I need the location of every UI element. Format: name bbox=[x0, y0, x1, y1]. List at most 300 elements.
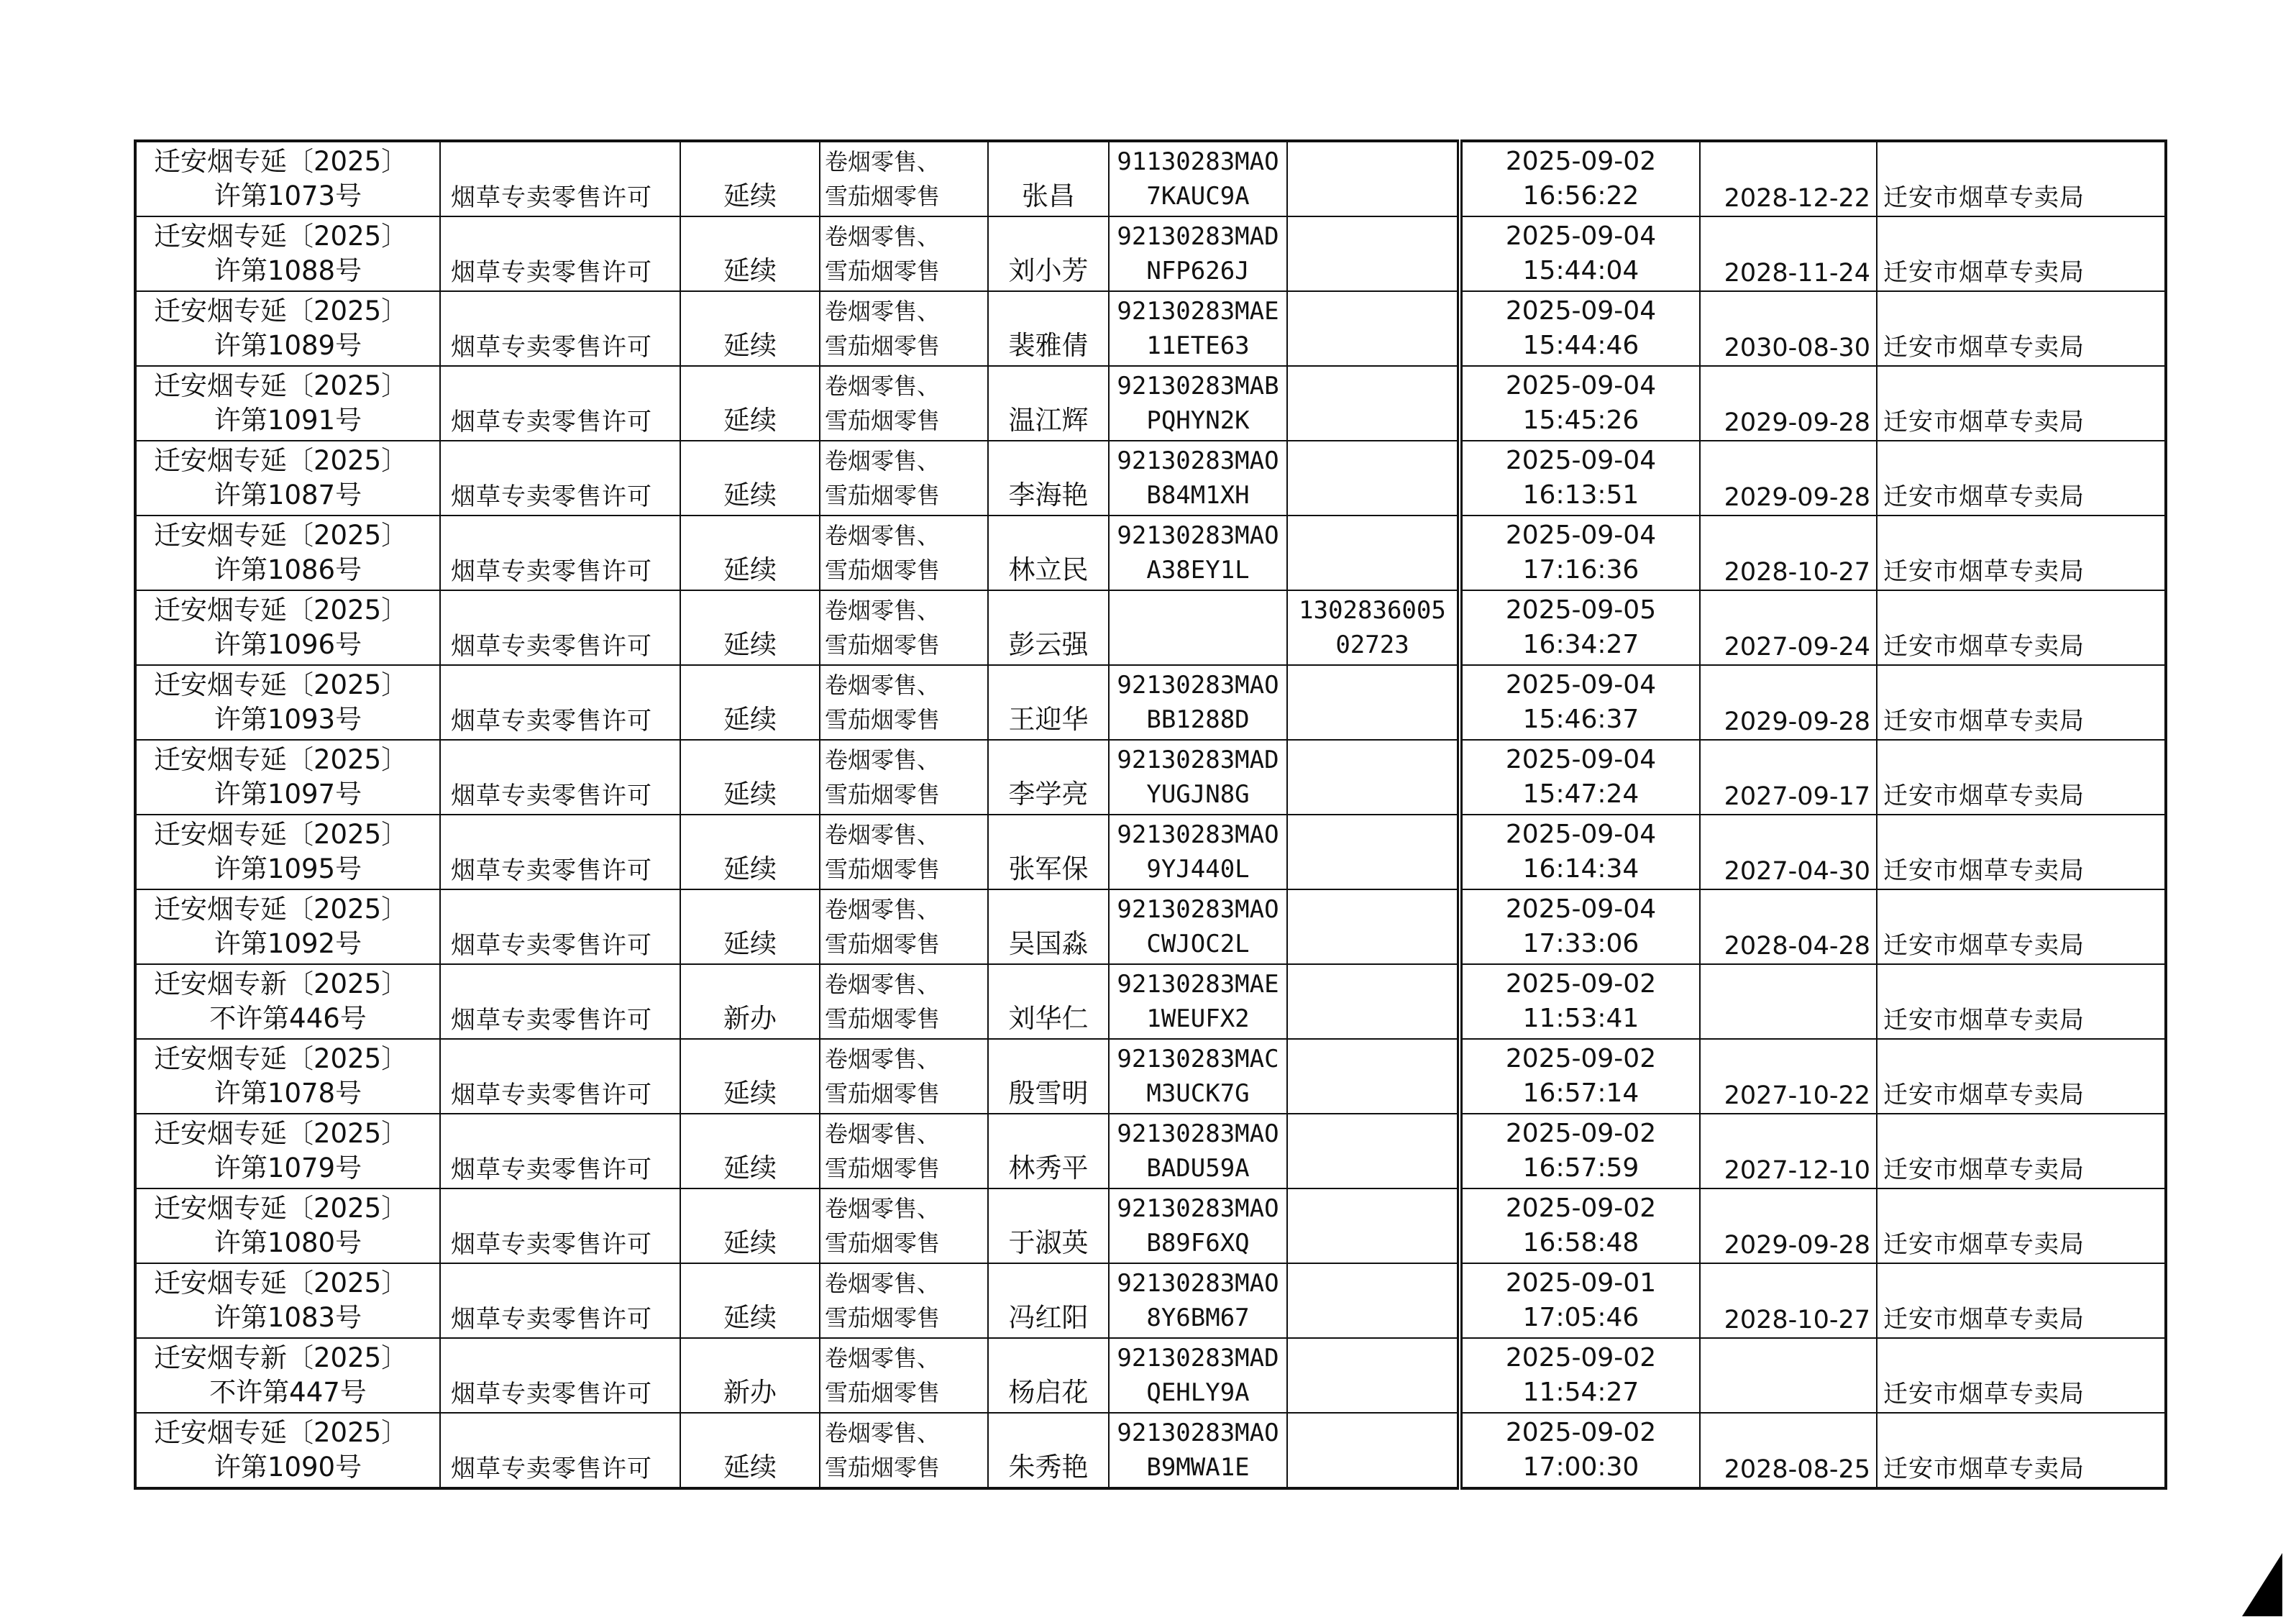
table-row bbox=[135, 291, 2166, 366]
credit-code-cell bbox=[1109, 889, 1287, 964]
decision-date: 2025-09-02 bbox=[1505, 1119, 1657, 1148]
license-number-suffix: 许第1078号 bbox=[214, 1078, 362, 1109]
license-number-suffix: 许第1079号 bbox=[214, 1153, 362, 1183]
license-item-cell: 烟草专卖零售许可 bbox=[440, 441, 680, 516]
business-scope-line-1: 卷烟零售、 bbox=[825, 223, 941, 250]
table-row bbox=[135, 1413, 2166, 1488]
issuing-authority-cell: 迁安市烟草专卖局 bbox=[1877, 665, 2166, 740]
holder-name-cell: 张昌 bbox=[988, 141, 1109, 216]
license-item-cell: 烟草专卖零售许可 bbox=[440, 964, 680, 1039]
credit-code-line-2: 11ETE63 bbox=[1146, 331, 1250, 360]
credit-code-line-2: QEHLY9A bbox=[1146, 1378, 1250, 1407]
decision-date-cell bbox=[1460, 1188, 1700, 1263]
credit-code-cell bbox=[1109, 1039, 1287, 1114]
license-number-prefix: 迁安烟专延〔2025〕 bbox=[154, 595, 408, 626]
decision-date: 2025-09-04 bbox=[1505, 521, 1657, 550]
license-number-cell bbox=[135, 1114, 440, 1188]
id-code-cell bbox=[1287, 1188, 1460, 1263]
license-number-cell bbox=[135, 590, 440, 665]
issuing-authority-cell: 迁安市烟草专卖局 bbox=[1877, 291, 2166, 366]
license-type-cell: 延续 bbox=[680, 815, 820, 889]
license-number-cell bbox=[135, 1413, 440, 1488]
id-code-line-1: 1302836005 bbox=[1299, 596, 1446, 625]
holder-name-cell: 张军保 bbox=[988, 815, 1109, 889]
license-number-suffix: 许第1087号 bbox=[214, 480, 362, 510]
business-scope-line-1: 卷烟零售、 bbox=[825, 971, 941, 998]
license-type-cell: 延续 bbox=[680, 1188, 820, 1263]
license-number-prefix: 迁安烟专延〔2025〕 bbox=[154, 894, 408, 925]
business-scope-line-1: 卷烟零售、 bbox=[825, 298, 941, 325]
decision-time: 17:33:06 bbox=[1522, 929, 1639, 958]
license-item-cell: 烟草专卖零售许可 bbox=[440, 590, 680, 665]
license-number-suffix: 许第1073号 bbox=[214, 180, 362, 211]
license-item-cell: 烟草专卖零售许可 bbox=[440, 1338, 680, 1413]
holder-name-cell: 林立民 bbox=[988, 516, 1109, 590]
credit-code-cell bbox=[1109, 740, 1287, 815]
decision-time: 16:13:51 bbox=[1522, 480, 1639, 510]
license-number-suffix: 不许第446号 bbox=[209, 1003, 367, 1034]
expiry-date-cell: 2028-12-22 bbox=[1700, 141, 1877, 216]
license-type-cell: 延续 bbox=[680, 516, 820, 590]
decision-date: 2025-09-04 bbox=[1505, 820, 1657, 849]
decision-time: 17:16:36 bbox=[1522, 555, 1639, 585]
license-number-prefix: 迁安烟专延〔2025〕 bbox=[154, 669, 408, 700]
license-number-cell bbox=[135, 291, 440, 366]
holder-name-cell: 李海艳 bbox=[988, 441, 1109, 516]
holder-name-cell: 李学亮 bbox=[988, 740, 1109, 815]
business-scope-cell bbox=[820, 590, 988, 665]
credit-code-cell bbox=[1109, 1338, 1287, 1413]
holder-name-cell: 刘华仁 bbox=[988, 964, 1109, 1039]
decision-date-cell bbox=[1460, 141, 1700, 216]
credit-code-line-2: A38EY1L bbox=[1146, 556, 1250, 585]
id-code-cell bbox=[1287, 1114, 1460, 1188]
decision-date-cell bbox=[1460, 740, 1700, 815]
credit-code-line-1: 92130283MAD bbox=[1117, 746, 1279, 774]
business-scope-line-1: 卷烟零售、 bbox=[825, 597, 941, 624]
decision-time: 16:34:27 bbox=[1522, 630, 1639, 659]
id-code-cell bbox=[1287, 1413, 1460, 1488]
credit-code-cell bbox=[1109, 665, 1287, 740]
business-scope-cell bbox=[820, 1188, 988, 1263]
business-scope-line-1: 卷烟零售、 bbox=[825, 522, 941, 549]
business-scope-cell bbox=[820, 516, 988, 590]
expiry-date-cell: 2028-10-27 bbox=[1700, 1263, 1877, 1338]
decision-date-cell bbox=[1460, 1413, 1700, 1488]
license-number-prefix: 迁安烟专延〔2025〕 bbox=[154, 296, 408, 326]
business-scope-line-1: 卷烟零售、 bbox=[825, 1120, 941, 1148]
credit-code-cell bbox=[1109, 815, 1287, 889]
decision-time: 16:58:48 bbox=[1522, 1228, 1639, 1258]
decision-date: 2025-09-04 bbox=[1505, 745, 1657, 774]
expiry-date-cell: 2030-08-30 bbox=[1700, 291, 1877, 366]
credit-code-line-2: BB1288D bbox=[1146, 705, 1250, 734]
table-row bbox=[135, 815, 2166, 889]
license-number-prefix: 迁安烟专延〔2025〕 bbox=[154, 146, 408, 177]
expiry-date-cell: 2028-08-25 bbox=[1700, 1413, 1877, 1488]
business-scope-line-1: 卷烟零售、 bbox=[825, 447, 941, 475]
business-scope-line-1: 卷烟零售、 bbox=[825, 1270, 941, 1297]
credit-code-line-2: B89F6XQ bbox=[1146, 1229, 1250, 1258]
expiry-date-cell: 2028-04-28 bbox=[1700, 889, 1877, 964]
license-item-cell: 烟草专卖零售许可 bbox=[440, 366, 680, 441]
license-number-suffix: 许第1080号 bbox=[214, 1227, 362, 1258]
business-scope-cell bbox=[820, 291, 988, 366]
credit-code-line-2: B84M1XH bbox=[1146, 481, 1250, 510]
license-number-suffix: 许第1091号 bbox=[214, 405, 362, 436]
license-type-cell: 延续 bbox=[680, 889, 820, 964]
business-scope-line-1: 卷烟零售、 bbox=[825, 1195, 941, 1222]
decision-time: 16:57:59 bbox=[1522, 1153, 1639, 1183]
decision-time: 17:00:30 bbox=[1522, 1452, 1639, 1482]
issuing-authority-cell: 迁安市烟草专卖局 bbox=[1877, 516, 2166, 590]
decision-date: 2025-09-02 bbox=[1505, 147, 1657, 176]
issuing-authority-cell: 迁安市烟草专卖局 bbox=[1877, 964, 2166, 1039]
license-number-cell bbox=[135, 889, 440, 964]
id-code-cell bbox=[1287, 740, 1460, 815]
license-item-cell: 烟草专卖零售许可 bbox=[440, 291, 680, 366]
license-number-cell bbox=[135, 964, 440, 1039]
expiry-date-cell bbox=[1700, 1338, 1877, 1413]
decision-time: 11:54:27 bbox=[1522, 1378, 1639, 1407]
table-row bbox=[135, 964, 2166, 1039]
business-scope-line-2: 雪茄烟零售 bbox=[825, 781, 941, 808]
issuing-authority-cell: 迁安市烟草专卖局 bbox=[1877, 216, 2166, 291]
credit-code-line-2: 7KAUC9A bbox=[1146, 182, 1250, 211]
credit-code-line-1: 92130283MAD bbox=[1117, 222, 1279, 251]
credit-code-line-2: B9MWA1E bbox=[1146, 1453, 1250, 1482]
license-item-cell: 烟草专卖零售许可 bbox=[440, 815, 680, 889]
business-scope-line-2: 雪茄烟零售 bbox=[825, 1454, 941, 1481]
license-table bbox=[134, 139, 2167, 1490]
business-scope-line-1: 卷烟零售、 bbox=[825, 672, 941, 699]
issuing-authority-cell: 迁安市烟草专卖局 bbox=[1877, 815, 2166, 889]
holder-name-cell: 温江辉 bbox=[988, 366, 1109, 441]
table-row bbox=[135, 889, 2166, 964]
license-item-cell: 烟草专卖零售许可 bbox=[440, 216, 680, 291]
credit-code-line-2: NFP626J bbox=[1146, 257, 1250, 285]
holder-name-cell: 朱秀艳 bbox=[988, 1413, 1109, 1488]
business-scope-line-2: 雪茄烟零售 bbox=[825, 930, 941, 958]
license-number-cell bbox=[135, 441, 440, 516]
credit-code-line-1: 92130283MAO bbox=[1117, 1119, 1279, 1148]
decision-date: 2025-09-02 bbox=[1505, 1194, 1657, 1223]
business-scope-cell bbox=[820, 665, 988, 740]
issuing-authority-cell: 迁安市烟草专卖局 bbox=[1877, 1188, 2166, 1263]
holder-name-cell: 林秀平 bbox=[988, 1114, 1109, 1188]
credit-code-cell bbox=[1109, 1263, 1287, 1338]
holder-name-cell: 彭云强 bbox=[988, 590, 1109, 665]
license-type-cell: 延续 bbox=[680, 291, 820, 366]
business-scope-line-1: 卷烟零售、 bbox=[825, 821, 941, 848]
credit-code-line-1: 92130283MAO bbox=[1117, 820, 1279, 849]
decision-date: 2025-09-02 bbox=[1505, 1044, 1657, 1073]
decision-date: 2025-09-05 bbox=[1505, 595, 1657, 625]
holder-name-cell: 殷雪明 bbox=[988, 1039, 1109, 1114]
license-number-prefix: 迁安烟专新〔2025〕 bbox=[154, 968, 408, 999]
decision-time: 15:46:37 bbox=[1522, 705, 1639, 734]
credit-code-line-1: 92130283MAO bbox=[1117, 1269, 1279, 1298]
license-number-cell bbox=[135, 366, 440, 441]
expiry-date-cell: 2029-09-28 bbox=[1700, 665, 1877, 740]
holder-name-cell: 于淑英 bbox=[988, 1188, 1109, 1263]
license-number-cell bbox=[135, 1263, 440, 1338]
table-row bbox=[135, 590, 2166, 665]
credit-code-line-2: 9YJ440L bbox=[1146, 855, 1250, 884]
business-scope-line-2: 雪茄烟零售 bbox=[825, 1080, 941, 1107]
license-item-cell: 烟草专卖零售许可 bbox=[440, 1114, 680, 1188]
decision-date-cell bbox=[1460, 1338, 1700, 1413]
table-row bbox=[135, 1263, 2166, 1338]
decision-time: 17:05:46 bbox=[1522, 1303, 1639, 1332]
decision-time: 15:44:04 bbox=[1522, 256, 1639, 285]
license-number-suffix: 不许第447号 bbox=[209, 1377, 367, 1408]
id-code-cell bbox=[1287, 291, 1460, 366]
business-scope-cell bbox=[820, 1114, 988, 1188]
table-row bbox=[135, 366, 2166, 441]
issuing-authority-cell: 迁安市烟草专卖局 bbox=[1877, 141, 2166, 216]
decision-time: 15:47:24 bbox=[1522, 779, 1639, 809]
id-code-cell bbox=[1287, 216, 1460, 291]
id-code-cell bbox=[1287, 815, 1460, 889]
business-scope-line-2: 雪茄烟零售 bbox=[825, 556, 941, 584]
decision-date-cell bbox=[1460, 216, 1700, 291]
license-type-cell: 延续 bbox=[680, 1413, 820, 1488]
table-row bbox=[135, 1039, 2166, 1114]
license-item-cell: 烟草专卖零售许可 bbox=[440, 141, 680, 216]
holder-name-cell: 王迎华 bbox=[988, 665, 1109, 740]
decision-date-cell bbox=[1460, 516, 1700, 590]
expiry-date-cell bbox=[1700, 964, 1877, 1039]
credit-code-line-2: CWJOC2L bbox=[1146, 930, 1250, 958]
expiry-date-cell: 2027-09-17 bbox=[1700, 740, 1877, 815]
id-code-cell bbox=[1287, 516, 1460, 590]
business-scope-line-2: 雪茄烟零售 bbox=[825, 1304, 941, 1332]
license-number-prefix: 迁安烟专延〔2025〕 bbox=[154, 370, 408, 401]
decision-date: 2025-09-02 bbox=[1505, 1343, 1657, 1373]
business-scope-cell bbox=[820, 441, 988, 516]
id-code-cell bbox=[1287, 964, 1460, 1039]
credit-code-cell bbox=[1109, 441, 1287, 516]
decision-time: 16:56:22 bbox=[1522, 181, 1639, 211]
business-scope-line-2: 雪茄烟零售 bbox=[825, 856, 941, 883]
credit-code-cell bbox=[1109, 516, 1287, 590]
license-number-prefix: 迁安烟专延〔2025〕 bbox=[154, 1417, 408, 1448]
expiry-date-cell: 2029-09-28 bbox=[1700, 366, 1877, 441]
credit-code-line-1: 92130283MAC bbox=[1117, 1045, 1279, 1073]
business-scope-line-1: 卷烟零售、 bbox=[825, 1419, 941, 1447]
decision-date-cell bbox=[1460, 1039, 1700, 1114]
business-scope-cell bbox=[820, 1338, 988, 1413]
license-item-cell: 烟草专卖零售许可 bbox=[440, 516, 680, 590]
decision-date-cell bbox=[1460, 815, 1700, 889]
business-scope-line-2: 雪茄烟零售 bbox=[825, 332, 941, 359]
business-scope-line-2: 雪茄烟零售 bbox=[825, 1379, 941, 1406]
decision-date-cell bbox=[1460, 590, 1700, 665]
credit-code-line-2: BADU59A bbox=[1146, 1154, 1250, 1183]
table-row bbox=[135, 1188, 2166, 1263]
business-scope-line-1: 卷烟零售、 bbox=[825, 148, 941, 175]
credit-code-line-1: 92130283MAE bbox=[1117, 297, 1279, 326]
credit-code-line-1: 92130283MAO bbox=[1117, 521, 1279, 550]
id-code-cell bbox=[1287, 1263, 1460, 1338]
credit-code-line-1: 92130283MAO bbox=[1117, 1194, 1279, 1223]
business-scope-line-2: 雪茄烟零售 bbox=[825, 257, 941, 285]
issuing-authority-cell: 迁安市烟草专卖局 bbox=[1877, 1114, 2166, 1188]
license-number-cell bbox=[135, 516, 440, 590]
decision-date: 2025-09-04 bbox=[1505, 221, 1657, 251]
license-item-cell: 烟草专卖零售许可 bbox=[440, 1039, 680, 1114]
table-row bbox=[135, 665, 2166, 740]
decision-time: 15:44:46 bbox=[1522, 331, 1639, 360]
decision-date-cell bbox=[1460, 291, 1700, 366]
business-scope-line-1: 卷烟零售、 bbox=[825, 896, 941, 923]
credit-code-line-1: 92130283MAO bbox=[1117, 671, 1279, 700]
business-scope-cell bbox=[820, 1039, 988, 1114]
decision-time: 16:14:34 bbox=[1522, 854, 1639, 884]
license-number-prefix: 迁安烟专延〔2025〕 bbox=[154, 520, 408, 551]
business-scope-line-2: 雪茄烟零售 bbox=[825, 1229, 941, 1257]
credit-code-line-2: 1WEUFX2 bbox=[1146, 1004, 1250, 1033]
license-item-cell: 烟草专卖零售许可 bbox=[440, 1188, 680, 1263]
issuing-authority-cell: 迁安市烟草专卖局 bbox=[1877, 1338, 2166, 1413]
license-item-cell: 烟草专卖零售许可 bbox=[440, 665, 680, 740]
holder-name-cell: 裴雅倩 bbox=[988, 291, 1109, 366]
decision-date: 2025-09-04 bbox=[1505, 670, 1657, 700]
id-code-cell bbox=[1287, 366, 1460, 441]
business-scope-line-1: 卷烟零售、 bbox=[825, 372, 941, 400]
credit-code-line-1: 91130283MAO bbox=[1117, 147, 1279, 176]
license-number-cell bbox=[135, 740, 440, 815]
license-type-cell: 延续 bbox=[680, 366, 820, 441]
credit-code-cell bbox=[1109, 216, 1287, 291]
expiry-date-cell: 2029-09-28 bbox=[1700, 1188, 1877, 1263]
credit-code-cell bbox=[1109, 1114, 1287, 1188]
license-number-suffix: 许第1089号 bbox=[214, 330, 362, 361]
business-scope-cell bbox=[820, 1263, 988, 1338]
license-number-prefix: 迁安烟专延〔2025〕 bbox=[154, 819, 408, 850]
expiry-date-cell: 2028-11-24 bbox=[1700, 216, 1877, 291]
business-scope-cell bbox=[820, 889, 988, 964]
license-item-cell: 烟草专卖零售许可 bbox=[440, 740, 680, 815]
decision-time: 11:53:41 bbox=[1522, 1004, 1639, 1033]
table-row bbox=[135, 441, 2166, 516]
credit-code-line-1: 92130283MAD bbox=[1117, 1344, 1279, 1373]
decision-date-cell bbox=[1460, 964, 1700, 1039]
license-number-prefix: 迁安烟专延〔2025〕 bbox=[154, 1043, 408, 1074]
business-scope-line-2: 雪茄烟零售 bbox=[825, 631, 941, 659]
license-number-cell bbox=[135, 1039, 440, 1114]
credit-code-line-1: 92130283MAO bbox=[1117, 1419, 1279, 1447]
table-row bbox=[135, 216, 2166, 291]
license-number-cell bbox=[135, 1338, 440, 1413]
credit-code-line-1: 92130283MAB bbox=[1117, 372, 1279, 400]
issuing-authority-cell: 迁安市烟草专卖局 bbox=[1877, 889, 2166, 964]
license-number-prefix: 迁安烟专延〔2025〕 bbox=[154, 1193, 408, 1224]
id-code-cell bbox=[1287, 889, 1460, 964]
table-row bbox=[135, 740, 2166, 815]
business-scope-cell bbox=[820, 216, 988, 291]
business-scope-line-2: 雪茄烟零售 bbox=[825, 482, 941, 509]
issuing-authority-cell: 迁安市烟草专卖局 bbox=[1877, 366, 2166, 441]
id-code-cell bbox=[1287, 665, 1460, 740]
business-scope-line-2: 雪茄烟零售 bbox=[825, 407, 941, 434]
license-number-cell bbox=[135, 665, 440, 740]
issuing-authority-cell: 迁安市烟草专卖局 bbox=[1877, 1039, 2166, 1114]
credit-code-cell bbox=[1109, 366, 1287, 441]
expiry-date-cell: 2027-09-24 bbox=[1700, 590, 1877, 665]
license-type-cell: 延续 bbox=[680, 590, 820, 665]
decision-date: 2025-09-04 bbox=[1505, 296, 1657, 326]
issuing-authority-cell: 迁安市烟草专卖局 bbox=[1877, 1413, 2166, 1488]
issuing-authority-cell: 迁安市烟草专卖局 bbox=[1877, 1263, 2166, 1338]
decision-date-cell bbox=[1460, 441, 1700, 516]
id-code-cell bbox=[1287, 590, 1460, 665]
business-scope-line-2: 雪茄烟零售 bbox=[825, 1005, 941, 1032]
business-scope-line-1: 卷烟零售、 bbox=[825, 1045, 941, 1073]
license-type-cell: 延续 bbox=[680, 740, 820, 815]
license-type-cell: 新办 bbox=[680, 964, 820, 1039]
license-type-cell: 延续 bbox=[680, 441, 820, 516]
business-scope-line-2: 雪茄烟零售 bbox=[825, 183, 941, 210]
license-number-suffix: 许第1092号 bbox=[214, 928, 362, 959]
credit-code-line-2: YUGJN8G bbox=[1146, 780, 1250, 809]
license-number-cell bbox=[135, 815, 440, 889]
license-number-suffix: 许第1097号 bbox=[214, 779, 362, 810]
table-row bbox=[135, 1114, 2166, 1188]
license-type-cell: 新办 bbox=[680, 1338, 820, 1413]
credit-code-line-1: 92130283MAO bbox=[1117, 895, 1279, 924]
license-number-cell bbox=[135, 1188, 440, 1263]
license-number-prefix: 迁安烟专延〔2025〕 bbox=[154, 744, 408, 775]
decision-date-cell bbox=[1460, 1114, 1700, 1188]
holder-name-cell: 冯红阳 bbox=[988, 1263, 1109, 1338]
holder-name-cell: 刘小芳 bbox=[988, 216, 1109, 291]
business-scope-cell bbox=[820, 815, 988, 889]
business-scope-cell bbox=[820, 141, 988, 216]
business-scope-cell bbox=[820, 366, 988, 441]
decision-date-cell bbox=[1460, 366, 1700, 441]
id-code-cell bbox=[1287, 1039, 1460, 1114]
license-type-cell: 延续 bbox=[680, 141, 820, 216]
license-type-cell: 延续 bbox=[680, 216, 820, 291]
license-type-cell: 延续 bbox=[680, 665, 820, 740]
table-row bbox=[135, 141, 2166, 216]
credit-code-cell bbox=[1109, 291, 1287, 366]
decision-time: 16:57:14 bbox=[1522, 1078, 1639, 1108]
issuing-authority-cell: 迁安市烟草专卖局 bbox=[1877, 441, 2166, 516]
license-number-suffix: 许第1090号 bbox=[214, 1452, 362, 1483]
decision-date: 2025-09-02 bbox=[1505, 1418, 1657, 1447]
license-number-cell bbox=[135, 216, 440, 291]
expiry-date-cell: 2027-10-22 bbox=[1700, 1039, 1877, 1114]
license-number-prefix: 迁安烟专新〔2025〕 bbox=[154, 1342, 408, 1373]
business-scope-cell bbox=[820, 740, 988, 815]
credit-code-line-1: 92130283MAO bbox=[1117, 446, 1279, 475]
license-type-cell: 延续 bbox=[680, 1263, 820, 1338]
id-code-cell bbox=[1287, 1338, 1460, 1413]
id-code-line-2: 02723 bbox=[1335, 631, 1409, 659]
expiry-date-cell: 2028-10-27 bbox=[1700, 516, 1877, 590]
license-number-suffix: 许第1086号 bbox=[214, 554, 362, 585]
license-number-prefix: 迁安烟专延〔2025〕 bbox=[154, 1118, 408, 1149]
expiry-date-cell: 2027-04-30 bbox=[1700, 815, 1877, 889]
credit-code-cell bbox=[1109, 1413, 1287, 1488]
decision-time: 15:45:26 bbox=[1522, 406, 1639, 435]
table-row bbox=[135, 516, 2166, 590]
decision-date: 2025-09-04 bbox=[1505, 894, 1657, 924]
credit-code-cell bbox=[1109, 1188, 1287, 1263]
